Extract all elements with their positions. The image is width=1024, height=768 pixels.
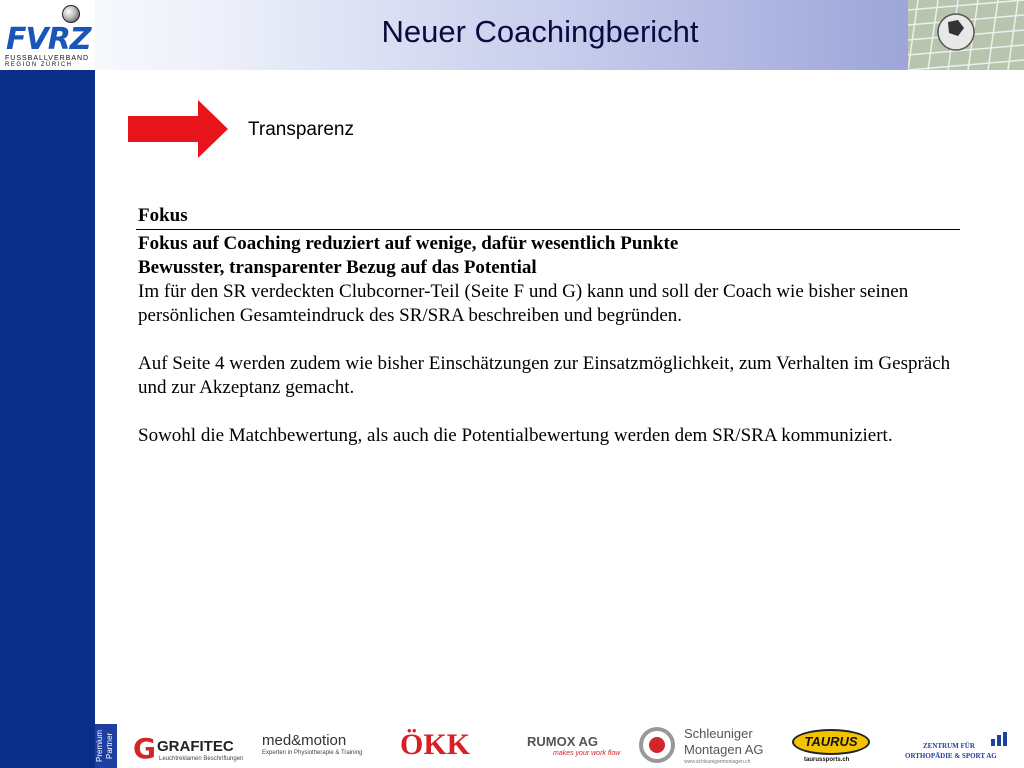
slide-subtitle: Transparenz	[248, 119, 354, 140]
zentrum-line2: ORTHOPÄDIE & SPORT AG	[905, 752, 997, 760]
logo-line1: FUSSBALLVERBAND	[5, 55, 90, 62]
schleuniger-line2: Montagen AG	[684, 742, 764, 757]
sponsor-okk	[400, 726, 484, 766]
red-arrow-icon	[128, 100, 228, 158]
logo-mark: FVRZ	[6, 22, 91, 57]
slide-header	[0, 0, 1024, 70]
page-title: Neuer Coachingbericht	[381, 14, 699, 49]
logo-line2: REGION ZÜRICH	[5, 62, 73, 68]
paragraph-1: Im für den SR verdeckten Clubcorner-Teil (Seite F und G) kann und soll der Coach wie bisher seinen persönlichen Gesamteindruck des SR/SRA beschreiben und begründen.	[138, 281, 909, 326]
paragraph-3: Sowohl die Matchbewertung, als auch die Potentialbewertung werden dem SR/SRA kommuniziert.	[138, 425, 893, 446]
sponsor-zentrum	[905, 726, 1015, 766]
fvrz-logo	[0, 0, 95, 70]
grafitec-tagline: Leuchtreklamen Beschriftungen	[159, 756, 244, 762]
premium-partner-label: Premium Partner	[95, 724, 117, 768]
schleuniger-logo-icon	[638, 726, 676, 764]
sponsor-footer	[95, 722, 1024, 768]
focus-line-2: Bewusster, transparenter Bezug auf das Potential	[138, 257, 537, 278]
okk-name: ÖKK	[400, 728, 471, 761]
left-sidebar-band	[0, 70, 95, 768]
sponsor-rumox	[527, 726, 621, 766]
medmotion-tagline: Experten in Physiotherapie & Training	[262, 750, 363, 756]
grafitec-name: GRAFITEC	[157, 738, 234, 755]
football-icon	[62, 5, 80, 23]
zentrum-line1: ZENTRUM FÜR	[923, 742, 975, 750]
sponsor-taurus	[790, 726, 870, 766]
document-excerpt	[138, 204, 960, 472]
rumox-tagline: makes your work flow	[553, 750, 621, 757]
grafitec-g-icon: G	[133, 732, 156, 765]
football-net-image	[908, 0, 1024, 70]
taurus-name: TAURUS	[792, 729, 870, 755]
sponsor-grafitec	[133, 726, 243, 766]
paragraph-2: Auf Seite 4 werden zudem wie bisher Einschätzungen zur Einsatzmöglichkeit, zum Verhalten im Gespräch und zur Akzeptanz gemacht.	[138, 353, 951, 398]
rumox-name: RUMOX AG	[527, 734, 599, 749]
schleuniger-url: www.schleunigermontagen.ch	[684, 759, 751, 765]
heading-rule	[136, 229, 960, 230]
focus-line-1: Fokus auf Coaching reduziert auf wenige, dafür wesentlich Punkte	[138, 233, 679, 254]
sponsor-schleuniger	[638, 726, 768, 766]
medmotion-name: med&motion	[262, 732, 347, 749]
document-heading: Fokus	[138, 205, 188, 226]
taurus-url: taurussports.ch	[804, 757, 850, 763]
sponsor-medmotion	[262, 726, 372, 766]
schleuniger-line1: Schleuniger	[684, 726, 753, 741]
zentrum-bars-icon	[991, 732, 1007, 746]
